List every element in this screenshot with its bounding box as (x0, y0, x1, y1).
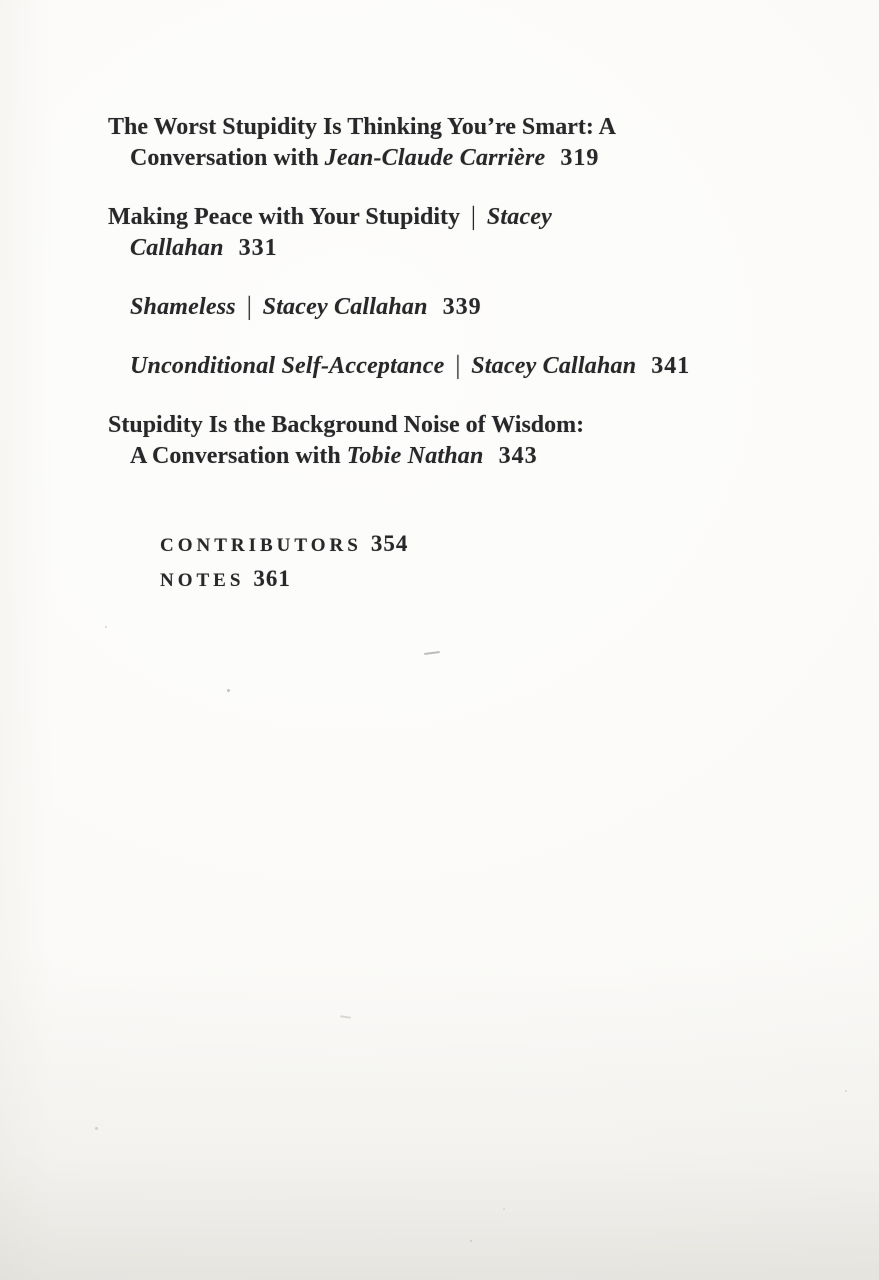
toc-entry-carriere (108, 112, 728, 174)
contributors-page-number: 354 (370, 531, 409, 556)
chapter-title-text: Shameless (130, 294, 236, 320)
separator-bar: | (455, 351, 461, 380)
entry-line (108, 410, 728, 441)
paper-speck (340, 1015, 351, 1019)
author-name: Tobie Nathan (346, 443, 484, 469)
chapter-title-text: Unconditional Self-Acceptance (130, 353, 445, 379)
entry-line (130, 292, 728, 323)
page-number: 341 (651, 353, 691, 379)
entry-line-continuation (130, 233, 728, 264)
separator-bar: | (246, 292, 252, 321)
notes-page-number: 361 (253, 566, 291, 591)
entry-line (108, 202, 728, 233)
author-name: Stacey (486, 204, 553, 230)
page-number: 343 (498, 443, 538, 469)
page-number: 339 (442, 294, 482, 320)
chapter-title-text: A Conversation with (130, 443, 347, 469)
author-name: Callahan (130, 235, 224, 261)
author-name: Stacey Callahan (471, 353, 637, 379)
paper-speck (503, 1208, 505, 1210)
toc-entry-nathan (108, 410, 728, 472)
toc-entry-shameless (130, 292, 728, 323)
separator-bar: | (471, 202, 476, 231)
author-name: Jean-Claude Carrière (324, 145, 546, 171)
paper-speck (95, 1127, 98, 1130)
entry-line-continuation (130, 441, 728, 472)
notes-line (160, 563, 728, 598)
toc-entry-making-peace (108, 202, 728, 264)
entry-line (108, 112, 728, 143)
backmatter-section (160, 528, 728, 598)
paper-speck (105, 626, 107, 628)
contributors-line (160, 528, 728, 563)
chapter-title-text: The Worst Stupidity Is Thinking You’re Smart: A (108, 114, 616, 140)
notes-label: NOTES (160, 570, 245, 591)
paper-speck (470, 1240, 472, 1242)
paper-speck (845, 1090, 847, 1092)
page-number: 319 (560, 145, 600, 171)
entry-line-continuation (130, 143, 728, 174)
paper-speck (424, 651, 440, 655)
paper-speck (227, 689, 230, 692)
table-of-contents (108, 112, 728, 598)
chapter-title-text: Stupidity Is the Background Noise of Wisdom: (108, 412, 585, 438)
contributors-label: CONTRIBUTORS (160, 535, 362, 556)
entry-line (130, 351, 728, 382)
chapter-title-text: Making Peace with Your Stupidity (108, 204, 461, 230)
toc-entry-self-acceptance (130, 351, 728, 382)
author-name: Stacey Callahan (262, 294, 428, 320)
page-number: 331 (238, 235, 278, 261)
chapter-title-text: Conversation with (130, 145, 325, 171)
